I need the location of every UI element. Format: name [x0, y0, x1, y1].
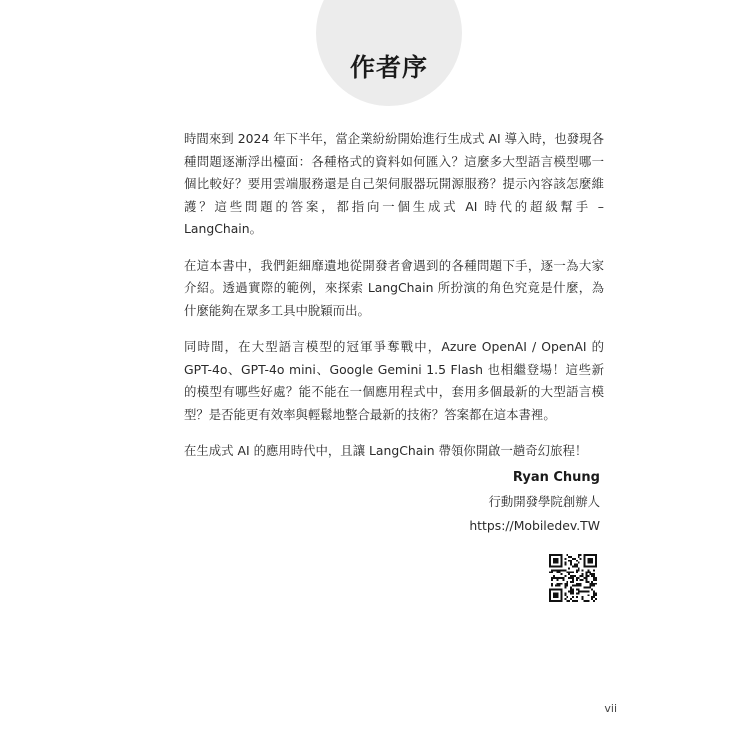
author-role: 行動開發學院創辦人 — [488, 494, 600, 509]
preface-paragraph-1: 時間來到 2024 年下半年，當企業紛紛開始進行生成式 AI 導入時，也發現各種問題逐漸浮出檯面：各種格式的資料如何匯入？這麼多大型語言模型哪一個比較好？要用雲端服務還是自己架伺服器玩開源服務？提示內容該怎麼維護？這些問題的答案，都指向一個生成式 AI 時代的超級幫手 – LangChain。 — [184, 131, 604, 236]
preface-paragraph-3: 同時間，在大型語言模型的冠軍爭奪戰中，Azure OpenAI / OpenAI 的 GPT-4o、GPT-4o mini、Google Gemini 1.5 Flash 也相繼登場！這些新的模型有哪些好處？能不能在一個應用程式中，套用多個最新的大型語言模型？是否能更有效率與輕鬆地整合最新的技術？答案都在這本書裡。 — [184, 339, 604, 422]
qr-code-icon — [549, 554, 597, 602]
preface-body — [184, 128, 604, 477]
page-number: vii — [604, 702, 617, 715]
page-title: 作者序 — [349, 53, 428, 82]
preface-paragraph-4: 在生成式 AI 的應用時代中，且讓 LangChain 帶領你開啟一趟奇幻旅程！ — [184, 443, 588, 458]
preface-paragraph-2: 在這本書中，我們鉅細靡遺地從開發者會遇到的各種問題下手，逐一為大家介紹。透過實際的範例，來探索 LangChain 所扮演的角色究竟是什麼，為什麼能夠在眾多工具中脫穎而出。 — [184, 257, 604, 318]
author-name: Ryan Chung — [512, 470, 600, 485]
author-signature — [469, 466, 600, 538]
author-url: https://Mobiledev.TW — [469, 518, 600, 533]
